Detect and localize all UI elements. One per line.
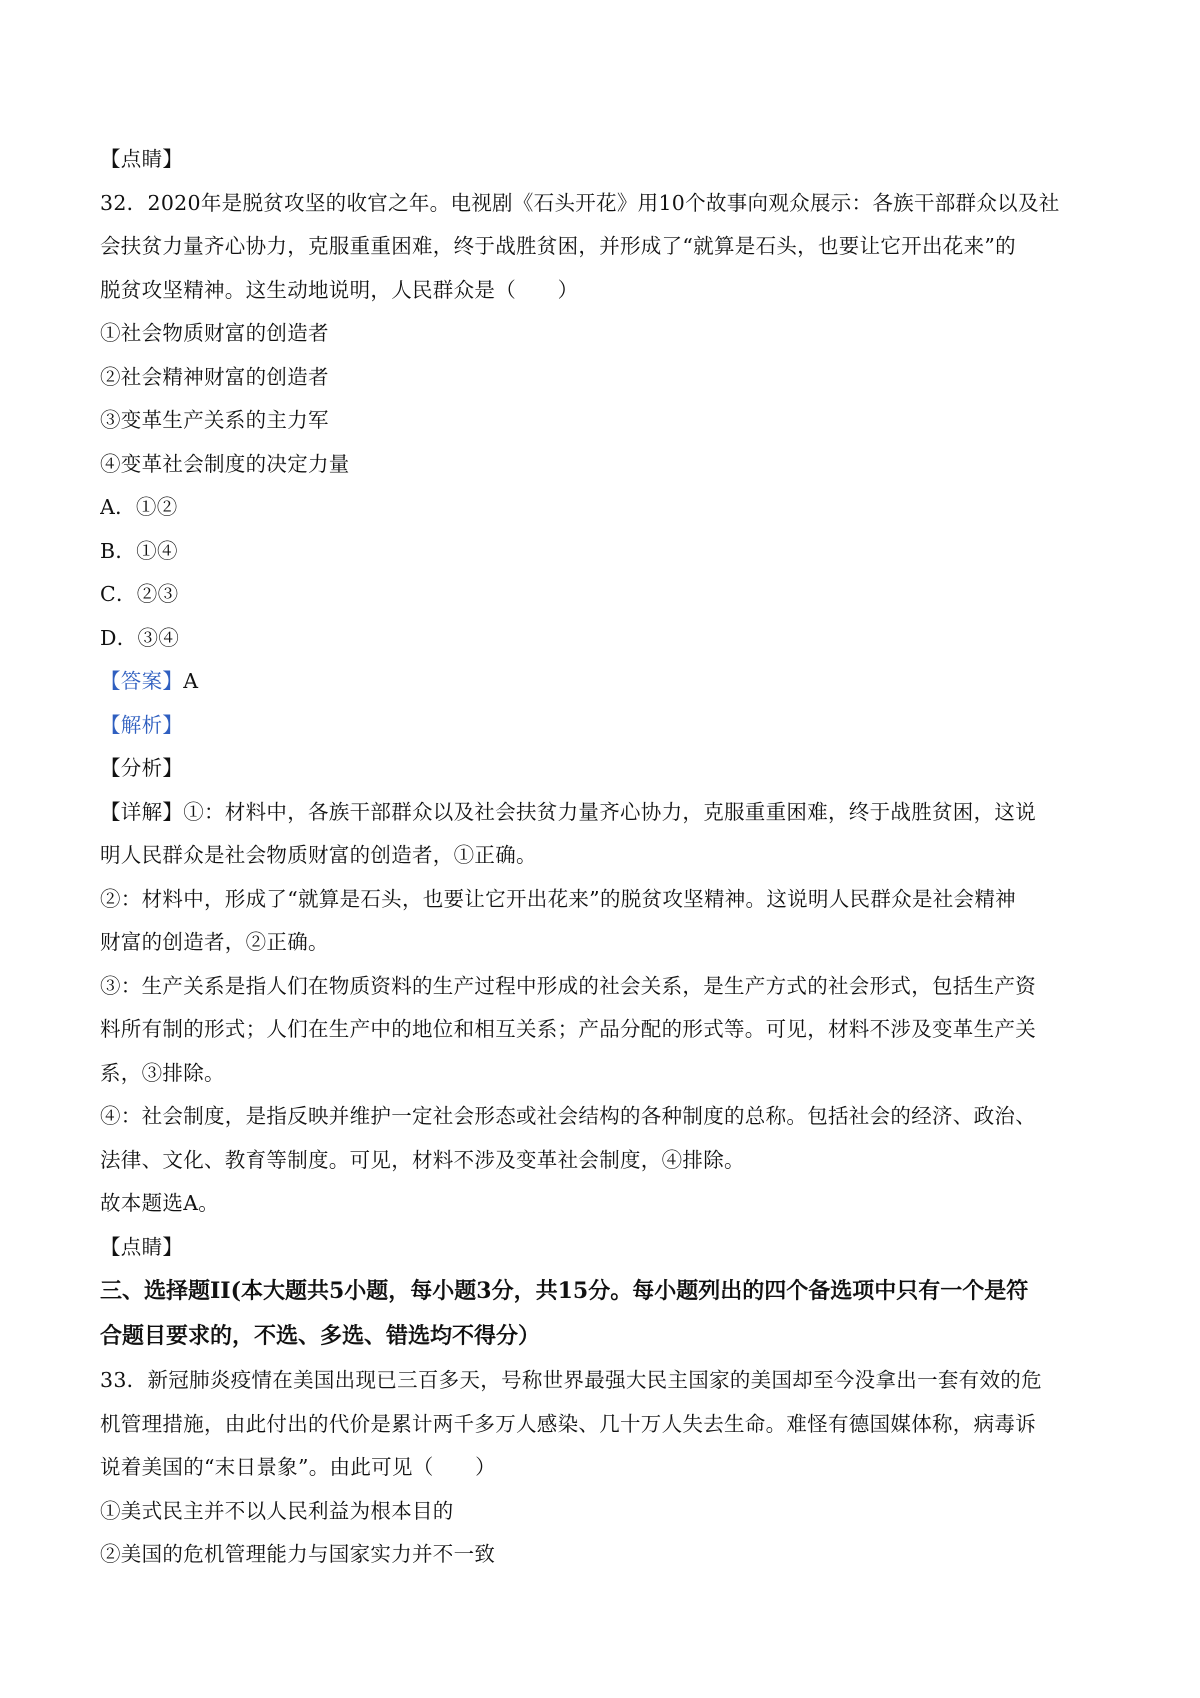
q32-detail-line-4: 财富的创造者，②正确。 [100,930,329,954]
q32-stem-line-2: 会扶贫力量齐心协力，克服重重困难，终于战胜贫困，并形成了“就算是石头，也要让它开出花来”的 [100,234,1016,258]
q32-detail-line-2: 明人民群众是社会物质财富的创造者，①正确。 [100,843,537,867]
q32-detail-line-6: 料所有制的形式；人们在生产中的地位和相互关系；产品分配的形式等。可见，材料不涉及变革生产关 [100,1017,1036,1041]
q32-detail-line-3: ②：材料中，形成了“就算是石头，也要让它开出花来”的脱贫攻坚精神。这说明人民群众是社会精神 [100,886,1016,911]
q32-option-d: D．③④ [100,625,180,650]
q32-detail-line-5: ③：生产关系是指人们在物质资料的生产过程中形成的社会关系，是生产方式的社会形式，包括生产资 [100,973,1036,998]
analysis-tag: 【解析】 [100,712,184,737]
q32-option-c: C．②③ [100,582,179,606]
question-32 [100,182,1110,1270]
answer-tag: 【答案】 [100,669,184,693]
q32-stem-line-3: 脱贫攻坚精神。这生动地说明，人民群众是（ ） [100,277,579,302]
question-33 [100,1359,1110,1577]
q32-stem-line-1: 32．2020年是脱贫攻坚的收官之年。电视剧《石头开花》用10个故事向观众展示：各族干部群众以及社 [100,190,1060,215]
section-3-line-1: 三、选择题II(本大题共5小题，每小题3分，共15分。每小题列出的四个备选项中只有一个是符 [100,1278,1029,1304]
document-page [100,138,1110,1577]
q32-answer [100,660,1110,704]
dianjing-tag-top: 【点睛】 [100,147,184,171]
answer-value: A [183,669,199,693]
q32-statement-2: ②社会精神财富的创造者 [100,364,329,389]
q32-statement-4: ④变革社会制度的决定力量 [100,451,350,476]
q33-stem-line-3: 说着美国的“末日景象”。由此可见（ ） [100,1455,496,1479]
q32-detail-line-7: 系，③排除。 [100,1060,225,1085]
q32-statement-3: ③变革生产关系的主力军 [100,408,329,432]
detail-text: ①：材料中，各族干部群众以及社会扶贫力量齐心协力，克服重重困难，终于战胜贫困，这说 [183,799,1037,824]
q33-statement-1: ①美式民主并不以人民利益为根本目的 [100,1498,454,1523]
q32-option-a: A．①② [100,495,178,519]
q32-detail-line-8: ④：社会制度，是指反映并维护一定社会形态或社会结构的各种制度的总称。包括社会的经济、政治、 [100,1104,1036,1128]
q32-detail-line-10: 故本题选A。 [100,1191,220,1215]
section-3-heading [100,1269,1110,1359]
q33-stem-line-2: 机管理措施，由此付出的代价是累计两千多万人感染、几十万人失去生命。难怪有德国媒体称，病毒诉 [100,1411,1036,1436]
q32-detail-line-9: 法律、文化、教育等制度。可见，材料不涉及变革社会制度，④排除。 [100,1147,745,1172]
q32-detail-line-1 [100,791,1110,835]
dianjing-tag: 【点睛】 [100,1234,184,1259]
q33-stem-line-1: 33．新冠肺炎疫情在美国出现已三百多天，号称世界最强大民主国家的美国却至今没拿出一套有效的危 [100,1368,1042,1392]
q32-option-b: B．①④ [100,538,178,563]
detail-tag: 【详解】 [100,799,184,824]
q33-statement-2: ②美国的危机管理能力与国家实力并不一致 [100,1542,496,1566]
section-3-line-2: 合题目要求的，不选、多选、错选均不得分） [100,1323,541,1349]
q32-statement-1: ①社会物质财富的创造者 [100,321,329,345]
fenxi-tag: 【分析】 [100,756,184,780]
